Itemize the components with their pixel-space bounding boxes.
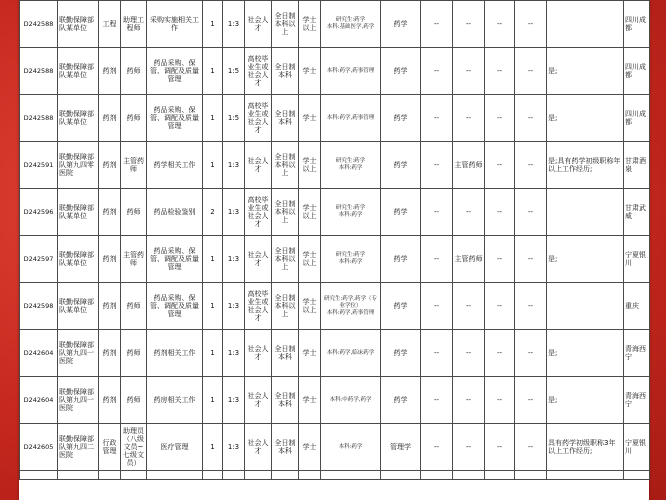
department-cell: 联勤保障部队某单位 bbox=[58, 48, 99, 95]
education-cell: 全日制本科以上 bbox=[272, 283, 299, 330]
post-name-cell: 药师 bbox=[121, 377, 147, 424]
extra-cell: -- bbox=[421, 236, 453, 283]
department-cell: 联勤保障部队第九四零医院 bbox=[58, 142, 99, 189]
extra-cell: -- bbox=[485, 95, 515, 142]
location-cell: 重庆 bbox=[624, 283, 650, 330]
other-requirements-cell: 是; bbox=[547, 330, 624, 377]
category-cell: 药剂 bbox=[99, 236, 121, 283]
post-name-cell: 主管药师 bbox=[121, 142, 147, 189]
major-cell: 本科:药学,临床药学 bbox=[321, 330, 381, 377]
spacer-cell bbox=[299, 471, 321, 480]
post-name-cell: 药师 bbox=[121, 330, 147, 377]
source-cell: 社会人才 bbox=[245, 1, 272, 48]
education-cell: 全日制本科以上 bbox=[272, 142, 299, 189]
source-cell: 高校毕业生或社会人才 bbox=[245, 189, 272, 236]
degree-cell: 学士以上 bbox=[299, 236, 321, 283]
extra-cell: -- bbox=[485, 189, 515, 236]
location-cell: 四川成都 bbox=[624, 1, 650, 48]
major-cell: 本科:药学,药事管理 bbox=[321, 95, 381, 142]
table-row bbox=[20, 424, 650, 471]
headcount-cell: 2 bbox=[203, 189, 223, 236]
headcount-cell: 1 bbox=[203, 48, 223, 95]
extra-cell: -- bbox=[421, 377, 453, 424]
other-requirements-cell: 是; bbox=[547, 48, 624, 95]
category-cell: 工程 bbox=[99, 1, 121, 48]
ratio-cell: 1:3 bbox=[223, 283, 245, 330]
ratio-cell: 1:3 bbox=[223, 142, 245, 189]
other-requirements-cell: 是; bbox=[547, 236, 624, 283]
degree-cell: 学士 bbox=[299, 330, 321, 377]
position-code-cell: D242588 bbox=[20, 48, 58, 95]
post-name-cell: 助理员（八级文员~七级文员） bbox=[121, 424, 147, 471]
spacer-cell bbox=[99, 471, 121, 480]
degree-cell: 学士以上 bbox=[299, 1, 321, 48]
duty-cell: 药品采购、保管、调配及质量管理 bbox=[147, 236, 203, 283]
other-requirements-cell: 是;具有药学初级职称年以上工作经历; bbox=[547, 142, 624, 189]
ratio-cell: 1:3 bbox=[223, 189, 245, 236]
spacer-cell bbox=[147, 471, 203, 480]
category-cell: 药剂 bbox=[99, 377, 121, 424]
spacer-cell bbox=[453, 471, 485, 480]
other-requirements-cell bbox=[547, 283, 624, 330]
table-row bbox=[20, 330, 650, 377]
location-cell: 四川成都 bbox=[624, 95, 650, 142]
post-name-cell: 药师 bbox=[121, 48, 147, 95]
major-cell: 本科:药学 bbox=[321, 424, 381, 471]
location-cell: 宁夏银川 bbox=[624, 236, 650, 283]
spacer-cell bbox=[624, 471, 650, 480]
table-body bbox=[20, 1, 650, 480]
requirement-cell: 药学 bbox=[381, 95, 421, 142]
extra-cell: -- bbox=[485, 283, 515, 330]
extra-cell: -- bbox=[515, 189, 547, 236]
position-code-cell: D242597 bbox=[20, 236, 58, 283]
extra-cell: -- bbox=[485, 330, 515, 377]
spacer-cell bbox=[321, 471, 381, 480]
location-cell: 宁夏银川 bbox=[624, 424, 650, 471]
department-cell: 联勤保障部队第九四一医院 bbox=[58, 377, 99, 424]
headcount-cell: 1 bbox=[203, 330, 223, 377]
extra-cell: -- bbox=[515, 48, 547, 95]
source-cell: 社会人才 bbox=[245, 330, 272, 377]
source-cell: 社会人才 bbox=[245, 236, 272, 283]
ratio-cell: 1:3 bbox=[223, 377, 245, 424]
education-cell: 全日制本科以上 bbox=[272, 1, 299, 48]
duty-cell: 药学相关工作 bbox=[147, 142, 203, 189]
position-code-cell: D242598 bbox=[20, 283, 58, 330]
education-cell: 全日制本科 bbox=[272, 424, 299, 471]
source-cell: 社会人才 bbox=[245, 424, 272, 471]
extra-cell: -- bbox=[515, 236, 547, 283]
extra-cell: -- bbox=[421, 48, 453, 95]
spacer-cell bbox=[485, 471, 515, 480]
extra-cell: -- bbox=[515, 142, 547, 189]
extra-cell: -- bbox=[485, 1, 515, 48]
extra-cell: -- bbox=[515, 1, 547, 48]
title-requirement-cell: -- bbox=[453, 95, 485, 142]
headcount-cell: 1 bbox=[203, 95, 223, 142]
position-code-cell: D242604 bbox=[20, 330, 58, 377]
education-cell: 全日制本科以上 bbox=[272, 236, 299, 283]
position-code-cell: D242605 bbox=[20, 424, 58, 471]
duty-cell: 采购实施相关工作 bbox=[147, 1, 203, 48]
ratio-cell: 1:3 bbox=[223, 424, 245, 471]
title-requirement-cell: -- bbox=[453, 424, 485, 471]
position-code-cell: D242588 bbox=[20, 95, 58, 142]
major-cell: 研究生:药学,药学（专业学位） 本科:药学,药事管理 bbox=[321, 283, 381, 330]
requirement-cell: 管理学 bbox=[381, 424, 421, 471]
education-cell: 全日制本科 bbox=[272, 330, 299, 377]
title-requirement-cell: 主管药师 bbox=[453, 142, 485, 189]
table-row bbox=[20, 236, 650, 283]
requirement-cell: 药学 bbox=[381, 283, 421, 330]
location-cell: 甘肃酒泉 bbox=[624, 142, 650, 189]
department-cell: 联勤保障部队某单位 bbox=[58, 189, 99, 236]
category-cell: 药剂 bbox=[99, 283, 121, 330]
requirement-cell: 药学 bbox=[381, 377, 421, 424]
table-row bbox=[20, 95, 650, 142]
extra-cell: -- bbox=[421, 1, 453, 48]
education-cell: 全日制本科 bbox=[272, 377, 299, 424]
source-cell: 高校毕业生或社会人才 bbox=[245, 95, 272, 142]
ratio-cell: 1:3 bbox=[223, 236, 245, 283]
requirement-cell: 药学 bbox=[381, 189, 421, 236]
extra-cell: -- bbox=[421, 283, 453, 330]
location-cell: 甘肃武威 bbox=[624, 189, 650, 236]
spacer-cell bbox=[223, 471, 245, 480]
requirement-cell: 药学 bbox=[381, 330, 421, 377]
extra-cell: -- bbox=[421, 330, 453, 377]
degree-cell: 学士以上 bbox=[299, 142, 321, 189]
recruitment-table bbox=[19, 0, 650, 480]
degree-cell: 学士以上 bbox=[299, 189, 321, 236]
degree-cell: 学士以上 bbox=[299, 283, 321, 330]
headcount-cell: 1 bbox=[203, 236, 223, 283]
source-cell: 高校毕业生或社会人才 bbox=[245, 283, 272, 330]
major-cell: 研究生:药学 本科:药学 bbox=[321, 236, 381, 283]
degree-cell: 学士 bbox=[299, 48, 321, 95]
extra-cell: -- bbox=[485, 48, 515, 95]
spacer-cell bbox=[381, 471, 421, 480]
spacer-cell bbox=[245, 471, 272, 480]
spacer-cell bbox=[203, 471, 223, 480]
spacer-cell bbox=[515, 471, 547, 480]
duty-cell: 药品检验鉴别 bbox=[147, 189, 203, 236]
requirement-cell: 药学 bbox=[381, 1, 421, 48]
education-cell: 全日制本科 bbox=[272, 95, 299, 142]
source-cell: 高校毕业生或社会人才 bbox=[245, 48, 272, 95]
spacer-cell bbox=[121, 471, 147, 480]
extra-cell: -- bbox=[485, 236, 515, 283]
department-cell: 联勤保障部队某单位 bbox=[58, 95, 99, 142]
headcount-cell: 1 bbox=[203, 1, 223, 48]
degree-cell: 学士 bbox=[299, 95, 321, 142]
extra-cell: -- bbox=[485, 377, 515, 424]
extra-cell: -- bbox=[421, 189, 453, 236]
department-cell: 联勤保障部队某单位 bbox=[58, 236, 99, 283]
category-cell: 行政管理 bbox=[99, 424, 121, 471]
headcount-cell: 1 bbox=[203, 377, 223, 424]
major-cell: 本科:药学,药事管理 bbox=[321, 48, 381, 95]
title-requirement-cell: -- bbox=[453, 48, 485, 95]
post-name-cell: 药师 bbox=[121, 189, 147, 236]
location-cell: 青海西宁 bbox=[624, 330, 650, 377]
extra-cell: -- bbox=[515, 330, 547, 377]
title-requirement-cell: 主管药师 bbox=[453, 236, 485, 283]
requirement-cell: 药学 bbox=[381, 48, 421, 95]
education-cell: 全日制本科以上 bbox=[272, 189, 299, 236]
post-name-cell: 药师 bbox=[121, 95, 147, 142]
post-name-cell: 助理工程师 bbox=[121, 1, 147, 48]
category-cell: 药剂 bbox=[99, 142, 121, 189]
degree-cell: 学士 bbox=[299, 424, 321, 471]
title-requirement-cell: -- bbox=[453, 283, 485, 330]
ratio-cell: 1:3 bbox=[223, 1, 245, 48]
extra-cell: -- bbox=[515, 377, 547, 424]
duty-cell: 药房相关工作 bbox=[147, 377, 203, 424]
other-requirements-cell: 是; bbox=[547, 95, 624, 142]
category-cell: 药剂 bbox=[99, 330, 121, 377]
table-row bbox=[20, 48, 650, 95]
duty-cell: 医疗管理 bbox=[147, 424, 203, 471]
table-row bbox=[20, 142, 650, 189]
degree-cell: 学士 bbox=[299, 377, 321, 424]
spacer-cell bbox=[272, 471, 299, 480]
title-requirement-cell: -- bbox=[453, 189, 485, 236]
headcount-cell: 1 bbox=[203, 424, 223, 471]
post-name-cell: 药师 bbox=[121, 283, 147, 330]
duty-cell: 药品采购、保管、调配及质量管理 bbox=[147, 48, 203, 95]
extra-cell: -- bbox=[515, 424, 547, 471]
position-code-cell: D242588 bbox=[20, 1, 58, 48]
other-requirements-cell: 是; bbox=[547, 377, 624, 424]
other-requirements-cell: 具有药学初级职称3年以上工作经历; bbox=[547, 424, 624, 471]
table-row bbox=[20, 1, 650, 48]
source-cell: 社会人才 bbox=[245, 142, 272, 189]
extra-cell: -- bbox=[515, 95, 547, 142]
ratio-cell: 1:5 bbox=[223, 48, 245, 95]
category-cell: 药剂 bbox=[99, 95, 121, 142]
recruitment-table-page bbox=[19, 0, 649, 500]
duty-cell: 药品采购、保管、调配及质量管理 bbox=[147, 95, 203, 142]
location-cell: 四川成都 bbox=[624, 48, 650, 95]
headcount-cell: 1 bbox=[203, 142, 223, 189]
extra-cell: -- bbox=[485, 424, 515, 471]
category-cell: 药剂 bbox=[99, 48, 121, 95]
category-cell: 药剂 bbox=[99, 189, 121, 236]
major-cell: 研究生:药学 本科:药学 bbox=[321, 189, 381, 236]
post-name-cell: 主管药师 bbox=[121, 236, 147, 283]
department-cell: 联勤保障部队第九四一医院 bbox=[58, 330, 99, 377]
major-cell: 研究生:药学 本科:药学 bbox=[321, 142, 381, 189]
spacer-cell bbox=[421, 471, 453, 480]
table-row bbox=[20, 377, 650, 424]
table-row bbox=[20, 283, 650, 330]
title-requirement-cell: -- bbox=[453, 377, 485, 424]
department-cell: 联勤保障部队某单位 bbox=[58, 1, 99, 48]
title-requirement-cell: -- bbox=[453, 1, 485, 48]
duty-cell: 药剂相关工作 bbox=[147, 330, 203, 377]
extra-cell: -- bbox=[421, 142, 453, 189]
other-requirements-cell bbox=[547, 189, 624, 236]
requirement-cell: 药学 bbox=[381, 142, 421, 189]
table-spacer-row bbox=[20, 471, 650, 480]
source-cell: 社会人才 bbox=[245, 377, 272, 424]
major-cell: 研究生:药学 本科:基础医学,药学 bbox=[321, 1, 381, 48]
requirement-cell: 药学 bbox=[381, 236, 421, 283]
major-cell: 本科:中药学,药学 bbox=[321, 377, 381, 424]
extra-cell: -- bbox=[485, 142, 515, 189]
education-cell: 全日制本科 bbox=[272, 48, 299, 95]
department-cell: 联勤保障部队第九四二医院 bbox=[58, 424, 99, 471]
other-requirements-cell bbox=[547, 1, 624, 48]
duty-cell: 药品采购、保管、调配及质量管理 bbox=[147, 283, 203, 330]
position-code-cell: D242591 bbox=[20, 142, 58, 189]
location-cell: 青海西宁 bbox=[624, 377, 650, 424]
department-cell: 联勤保障部队某单位 bbox=[58, 283, 99, 330]
spacer-cell bbox=[58, 471, 99, 480]
extra-cell: -- bbox=[421, 424, 453, 471]
extra-cell: -- bbox=[515, 283, 547, 330]
spacer-cell bbox=[547, 471, 624, 480]
extra-cell: -- bbox=[421, 95, 453, 142]
ratio-cell: 1:3 bbox=[223, 330, 245, 377]
title-requirement-cell: -- bbox=[453, 330, 485, 377]
spacer-cell bbox=[20, 471, 58, 480]
table-row bbox=[20, 189, 650, 236]
position-code-cell: D242604 bbox=[20, 377, 58, 424]
headcount-cell: 1 bbox=[203, 283, 223, 330]
position-code-cell: D242596 bbox=[20, 189, 58, 236]
ratio-cell: 1:5 bbox=[223, 95, 245, 142]
